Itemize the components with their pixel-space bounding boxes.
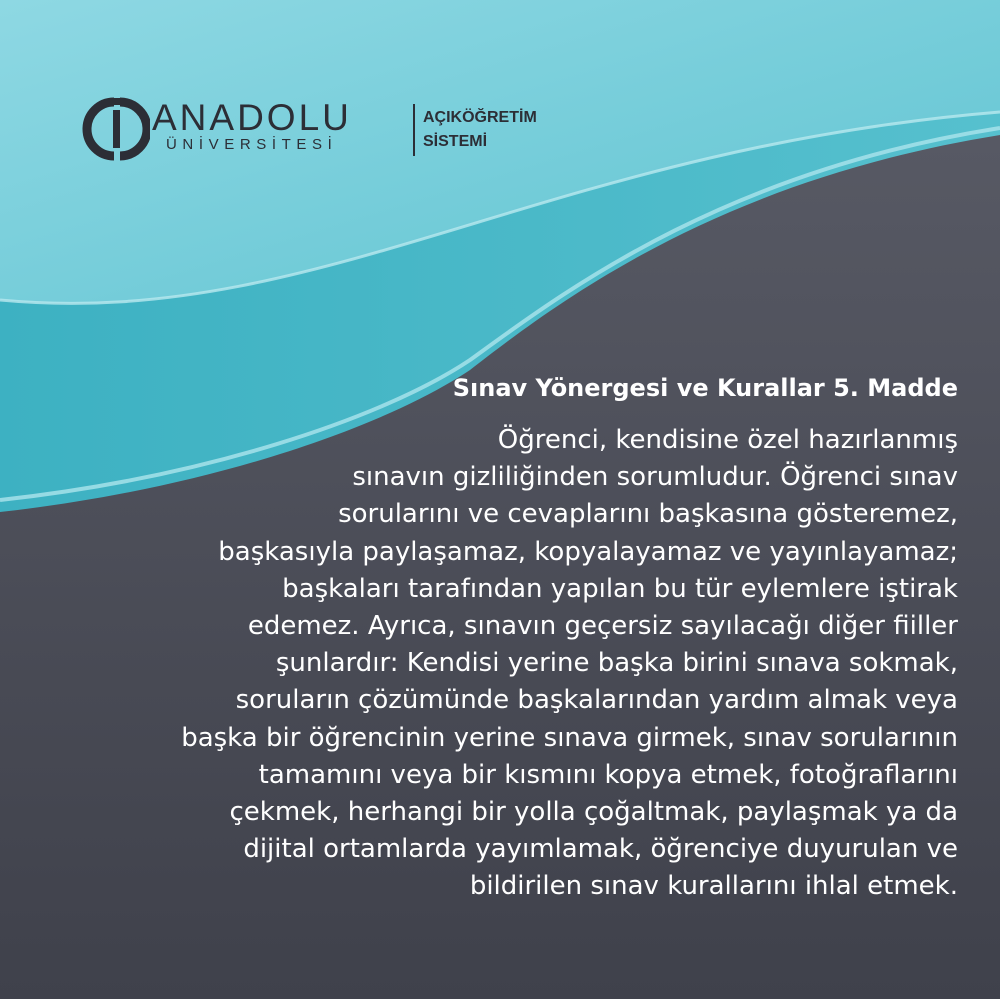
body-line: tamamını veya bir kısmını kopya etmek, fotoğraflarını: [258, 759, 958, 790]
body-line: sınavın gizliliğinden sorumludur. Öğrenci sınav: [352, 462, 958, 493]
body-line: soruların çözümünde başkalarından yardım almak veya: [235, 685, 958, 716]
body-line: başka bir öğrencinin yerine sınava girmek, sınav sorularının: [181, 722, 958, 753]
article-title: Sınav Yönergesi ve Kurallar 5. Madde: [452, 374, 958, 402]
body-line: başkasıyla paylaşamaz, kopyalayamaz ve yayınlayamaz;: [218, 536, 958, 567]
body-line: şunlardır: Kendisi yerine başka birini sınava sokmak,: [275, 648, 958, 679]
anadolu-logo: [80, 96, 537, 166]
logo-subtitle: ÜNİVERSİTESİ: [166, 136, 338, 153]
body-line: edemez. Ayrıca, sınavın geçersiz sayılacağı diğer fiiller: [247, 611, 958, 642]
logo-name: ANADOLU: [152, 97, 352, 138]
logo-system-line2: SİSTEMİ: [423, 133, 488, 150]
logo-system-name: [423, 106, 537, 154]
body-line: Öğrenci, kendisine özel hazırlanmış: [497, 425, 958, 455]
anadolu-logo-icon: [80, 96, 150, 162]
body-line: dijital ortamlarda yayımlamak, öğrenciye duyurulan ve: [243, 834, 958, 865]
body-line: çekmek, herhangi bir yolla çoğaltmak, paylaşmak ya da: [229, 797, 958, 828]
logo-divider: [413, 104, 415, 156]
logo-system-line1: AÇIKÖĞRETİM: [423, 109, 537, 126]
article-body: [18, 422, 958, 906]
body-line: başkaları tarafından yapılan bu tür eylemlere iştirak: [282, 573, 958, 604]
body-line: bildirilen sınav kurallarını ihlal etmek.: [469, 871, 958, 902]
body-line: sorularını ve cevaplarını başkasına gösteremez,: [338, 499, 958, 530]
